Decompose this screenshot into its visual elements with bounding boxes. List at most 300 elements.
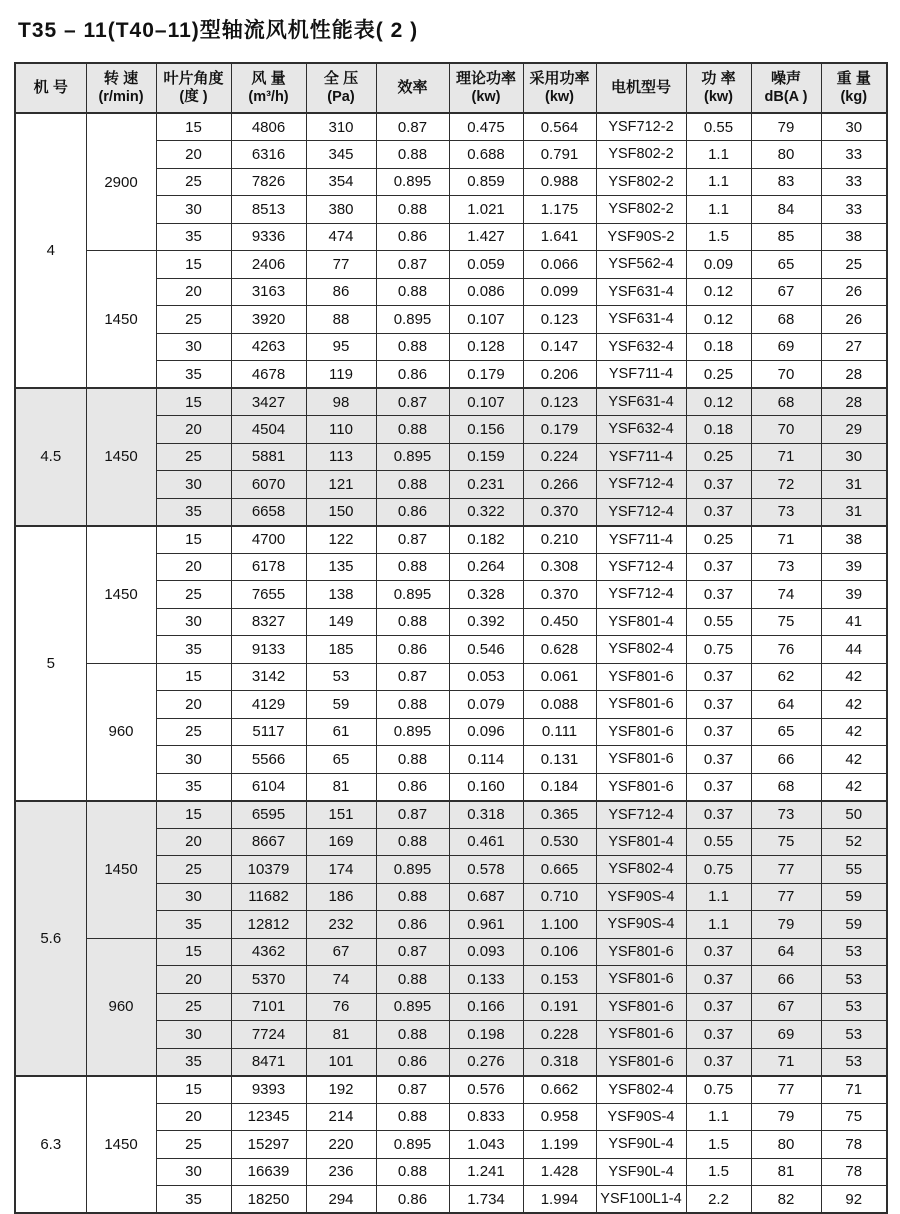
power-cell: 0.37 <box>686 691 751 719</box>
total-pressure-cell: 119 <box>306 361 376 389</box>
theoretical-power-cell: 0.107 <box>449 388 523 416</box>
efficiency-cell: 0.86 <box>376 1186 449 1214</box>
air-volume-cell: 7724 <box>231 1021 306 1049</box>
column-header-speed <box>86 63 156 113</box>
total-pressure-cell: 380 <box>306 196 376 224</box>
total-pressure-cell: 86 <box>306 278 376 306</box>
noise-cell: 71 <box>751 443 821 471</box>
weight-cell: 53 <box>821 1048 887 1076</box>
adopted-power-cell: 0.710 <box>523 883 596 911</box>
noise-cell: 79 <box>751 1103 821 1131</box>
weight-cell: 59 <box>821 883 887 911</box>
weight-cell: 52 <box>821 828 887 856</box>
total-pressure-cell: 214 <box>306 1103 376 1131</box>
weight-cell: 53 <box>821 938 887 966</box>
air-volume-cell: 5881 <box>231 443 306 471</box>
adopted-power-cell: 0.206 <box>523 361 596 389</box>
blade-angle-cell: 30 <box>156 608 231 636</box>
air-volume-cell: 4263 <box>231 333 306 361</box>
adopted-power-cell: 0.318 <box>523 1048 596 1076</box>
header-label: 转 速 <box>103 69 139 87</box>
table-row <box>15 388 887 416</box>
efficiency-cell: 0.895 <box>376 856 449 884</box>
fan-performance-table <box>14 62 888 1214</box>
air-volume-cell: 16639 <box>231 1158 306 1186</box>
blade-angle-cell: 15 <box>156 251 231 279</box>
efficiency-cell: 0.87 <box>376 251 449 279</box>
theoretical-power-cell: 0.322 <box>449 498 523 526</box>
efficiency-cell: 0.86 <box>376 498 449 526</box>
noise-cell: 77 <box>751 856 821 884</box>
motor-model-cell: YSF802-2 <box>596 196 686 224</box>
air-volume-cell: 3920 <box>231 306 306 334</box>
theoretical-power-cell: 0.392 <box>449 608 523 636</box>
total-pressure-cell: 220 <box>306 1131 376 1159</box>
adopted-power-cell: 0.061 <box>523 663 596 691</box>
header-row <box>15 63 887 113</box>
noise-cell: 74 <box>751 581 821 609</box>
weight-cell: 71 <box>821 1076 887 1104</box>
header-unit: (kg) <box>840 89 868 106</box>
speed-cell: 1450 <box>86 388 156 526</box>
air-volume-cell: 7101 <box>231 993 306 1021</box>
adopted-power-cell: 0.191 <box>523 993 596 1021</box>
air-volume-cell: 12345 <box>231 1103 306 1131</box>
power-cell: 0.12 <box>686 388 751 416</box>
efficiency-cell: 0.895 <box>376 1131 449 1159</box>
adopted-power-cell: 1.428 <box>523 1158 596 1186</box>
noise-cell: 65 <box>751 718 821 746</box>
noise-cell: 68 <box>751 306 821 334</box>
blade-angle-cell: 20 <box>156 691 231 719</box>
noise-cell: 67 <box>751 278 821 306</box>
adopted-power-cell: 0.228 <box>523 1021 596 1049</box>
weight-cell: 38 <box>821 223 887 251</box>
theoretical-power-cell: 0.133 <box>449 966 523 994</box>
speed-cell: 1450 <box>86 526 156 664</box>
blade-angle-cell: 30 <box>156 196 231 224</box>
power-cell: 0.37 <box>686 498 751 526</box>
header-unit: (度 ) <box>179 89 208 106</box>
noise-cell: 76 <box>751 636 821 664</box>
total-pressure-cell: 110 <box>306 416 376 444</box>
motor-model-cell: YSF90S-4 <box>596 883 686 911</box>
total-pressure-cell: 232 <box>306 911 376 939</box>
air-volume-cell: 12812 <box>231 911 306 939</box>
efficiency-cell: 0.87 <box>376 113 449 141</box>
blade-angle-cell: 35 <box>156 773 231 801</box>
column-header-motor-model <box>596 63 686 113</box>
noise-cell: 68 <box>751 388 821 416</box>
efficiency-cell: 0.87 <box>376 1076 449 1104</box>
blade-angle-cell: 30 <box>156 471 231 499</box>
adopted-power-cell: 0.088 <box>523 691 596 719</box>
power-cell: 1.1 <box>686 141 751 169</box>
total-pressure-cell: 81 <box>306 1021 376 1049</box>
adopted-power-cell: 0.266 <box>523 471 596 499</box>
header-unit: dB(A ) <box>764 89 808 106</box>
weight-cell: 28 <box>821 361 887 389</box>
adopted-power-cell: 0.370 <box>523 581 596 609</box>
air-volume-cell: 4806 <box>231 113 306 141</box>
total-pressure-cell: 59 <box>306 691 376 719</box>
total-pressure-cell: 354 <box>306 168 376 196</box>
power-cell: 0.37 <box>686 938 751 966</box>
weight-cell: 33 <box>821 141 887 169</box>
air-volume-cell: 9133 <box>231 636 306 664</box>
theoretical-power-cell: 0.160 <box>449 773 523 801</box>
adopted-power-cell: 0.099 <box>523 278 596 306</box>
noise-cell: 77 <box>751 1076 821 1104</box>
adopted-power-cell: 0.111 <box>523 718 596 746</box>
motor-model-cell: YSF712-2 <box>596 113 686 141</box>
power-cell: 0.37 <box>686 1021 751 1049</box>
weight-cell: 53 <box>821 1021 887 1049</box>
noise-cell: 65 <box>751 251 821 279</box>
column-header-blade-angle <box>156 63 231 113</box>
motor-model-cell: YSF631-4 <box>596 388 686 416</box>
total-pressure-cell: 113 <box>306 443 376 471</box>
efficiency-cell: 0.895 <box>376 718 449 746</box>
adopted-power-cell: 1.100 <box>523 911 596 939</box>
blade-angle-cell: 30 <box>156 1158 231 1186</box>
weight-cell: 30 <box>821 113 887 141</box>
power-cell: 0.55 <box>686 828 751 856</box>
theoretical-power-cell: 0.166 <box>449 993 523 1021</box>
header-label: 全 压 <box>323 69 359 87</box>
air-volume-cell: 4129 <box>231 691 306 719</box>
blade-angle-cell: 35 <box>156 911 231 939</box>
air-volume-cell: 9336 <box>231 223 306 251</box>
blade-angle-cell: 20 <box>156 553 231 581</box>
weight-cell: 53 <box>821 993 887 1021</box>
efficiency-cell: 0.895 <box>376 443 449 471</box>
blade-angle-cell: 25 <box>156 718 231 746</box>
power-cell: 0.37 <box>686 773 751 801</box>
theoretical-power-cell: 1.734 <box>449 1186 523 1214</box>
weight-cell: 42 <box>821 746 887 774</box>
efficiency-cell: 0.88 <box>376 333 449 361</box>
table-body <box>15 113 887 1213</box>
air-volume-cell: 4700 <box>231 526 306 554</box>
theoretical-power-cell: 0.264 <box>449 553 523 581</box>
air-volume-cell: 6658 <box>231 498 306 526</box>
theoretical-power-cell: 0.961 <box>449 911 523 939</box>
blade-angle-cell: 25 <box>156 581 231 609</box>
noise-cell: 79 <box>751 911 821 939</box>
efficiency-cell: 0.88 <box>376 746 449 774</box>
motor-model-cell: YSF711-4 <box>596 526 686 554</box>
blade-angle-cell: 20 <box>156 278 231 306</box>
blade-angle-cell: 35 <box>156 223 231 251</box>
power-cell: 0.12 <box>686 278 751 306</box>
motor-model-cell: YSF801-6 <box>596 718 686 746</box>
noise-cell: 69 <box>751 1021 821 1049</box>
motor-model-cell: YSF801-6 <box>596 938 686 966</box>
power-cell: 0.37 <box>686 966 751 994</box>
header-unit: (kw) <box>471 89 501 106</box>
column-header-total-pressure <box>306 63 376 113</box>
motor-model-cell: YSF801-6 <box>596 966 686 994</box>
efficiency-cell: 0.88 <box>376 1158 449 1186</box>
theoretical-power-cell: 0.231 <box>449 471 523 499</box>
theoretical-power-cell: 0.578 <box>449 856 523 884</box>
power-cell: 0.37 <box>686 663 751 691</box>
theoretical-power-cell: 0.198 <box>449 1021 523 1049</box>
total-pressure-cell: 310 <box>306 113 376 141</box>
noise-cell: 64 <box>751 691 821 719</box>
header-unit: (Pa) <box>327 89 355 106</box>
total-pressure-cell: 121 <box>306 471 376 499</box>
air-volume-cell: 6104 <box>231 773 306 801</box>
noise-cell: 73 <box>751 801 821 829</box>
total-pressure-cell: 138 <box>306 581 376 609</box>
power-cell: 0.37 <box>686 801 751 829</box>
header-label: 重 量 <box>836 69 871 87</box>
blade-angle-cell: 15 <box>156 113 231 141</box>
power-cell: 1.5 <box>686 1158 751 1186</box>
blade-angle-cell: 30 <box>156 333 231 361</box>
total-pressure-cell: 74 <box>306 966 376 994</box>
efficiency-cell: 0.86 <box>376 1048 449 1076</box>
motor-model-cell: YSF801-6 <box>596 773 686 801</box>
speed-cell: 1450 <box>86 801 156 939</box>
total-pressure-cell: 150 <box>306 498 376 526</box>
weight-cell: 27 <box>821 333 887 361</box>
adopted-power-cell: 1.199 <box>523 1131 596 1159</box>
efficiency-cell: 0.88 <box>376 883 449 911</box>
column-header-efficiency <box>376 63 449 113</box>
power-cell: 1.1 <box>686 911 751 939</box>
weight-cell: 28 <box>821 388 887 416</box>
theoretical-power-cell: 1.043 <box>449 1131 523 1159</box>
weight-cell: 78 <box>821 1131 887 1159</box>
air-volume-cell: 5117 <box>231 718 306 746</box>
air-volume-cell: 15297 <box>231 1131 306 1159</box>
motor-model-cell: YSF802-2 <box>596 141 686 169</box>
air-volume-cell: 9393 <box>231 1076 306 1104</box>
total-pressure-cell: 192 <box>306 1076 376 1104</box>
air-volume-cell: 8327 <box>231 608 306 636</box>
blade-angle-cell: 25 <box>156 1131 231 1159</box>
air-volume-cell: 18250 <box>231 1186 306 1214</box>
table-row <box>15 938 887 966</box>
power-cell: 0.25 <box>686 526 751 554</box>
efficiency-cell: 0.87 <box>376 526 449 554</box>
theoretical-power-cell: 0.156 <box>449 416 523 444</box>
adopted-power-cell: 0.988 <box>523 168 596 196</box>
blade-angle-cell: 35 <box>156 498 231 526</box>
motor-model-cell: YSF712-4 <box>596 581 686 609</box>
efficiency-cell: 0.86 <box>376 636 449 664</box>
theoretical-power-cell: 0.182 <box>449 526 523 554</box>
air-volume-cell: 10379 <box>231 856 306 884</box>
blade-angle-cell: 25 <box>156 856 231 884</box>
total-pressure-cell: 151 <box>306 801 376 829</box>
total-pressure-cell: 169 <box>306 828 376 856</box>
theoretical-power-cell: 0.546 <box>449 636 523 664</box>
efficiency-cell: 0.895 <box>376 581 449 609</box>
blade-angle-cell: 15 <box>156 1076 231 1104</box>
noise-cell: 73 <box>751 498 821 526</box>
efficiency-cell: 0.88 <box>376 966 449 994</box>
theoretical-power-cell: 0.114 <box>449 746 523 774</box>
total-pressure-cell: 77 <box>306 251 376 279</box>
theoretical-power-cell: 0.687 <box>449 883 523 911</box>
efficiency-cell: 0.88 <box>376 553 449 581</box>
adopted-power-cell: 0.530 <box>523 828 596 856</box>
adopted-power-cell: 0.123 <box>523 306 596 334</box>
weight-cell: 26 <box>821 306 887 334</box>
noise-cell: 71 <box>751 1048 821 1076</box>
air-volume-cell: 4678 <box>231 361 306 389</box>
theoretical-power-cell: 0.179 <box>449 361 523 389</box>
table-row <box>15 663 887 691</box>
power-cell: 0.37 <box>686 581 751 609</box>
header-label: 机 号 <box>33 78 68 96</box>
motor-model-cell: YSF632-4 <box>596 416 686 444</box>
theoretical-power-cell: 0.159 <box>449 443 523 471</box>
theoretical-power-cell: 0.093 <box>449 938 523 966</box>
motor-model-cell: YSF90L-4 <box>596 1131 686 1159</box>
air-volume-cell: 6595 <box>231 801 306 829</box>
blade-angle-cell: 30 <box>156 746 231 774</box>
table-row <box>15 526 887 554</box>
noise-cell: 85 <box>751 223 821 251</box>
theoretical-power-cell: 0.107 <box>449 306 523 334</box>
total-pressure-cell: 65 <box>306 746 376 774</box>
blade-angle-cell: 35 <box>156 636 231 664</box>
noise-cell: 66 <box>751 746 821 774</box>
adopted-power-cell: 0.564 <box>523 113 596 141</box>
speed-cell: 1450 <box>86 1076 156 1214</box>
table-row <box>15 251 887 279</box>
theoretical-power-cell: 0.128 <box>449 333 523 361</box>
adopted-power-cell: 1.994 <box>523 1186 596 1214</box>
weight-cell: 59 <box>821 911 887 939</box>
adopted-power-cell: 0.370 <box>523 498 596 526</box>
speed-cell: 960 <box>86 663 156 801</box>
efficiency-cell: 0.88 <box>376 1021 449 1049</box>
efficiency-cell: 0.87 <box>376 663 449 691</box>
weight-cell: 25 <box>821 251 887 279</box>
total-pressure-cell: 53 <box>306 663 376 691</box>
theoretical-power-cell: 1.427 <box>449 223 523 251</box>
weight-cell: 42 <box>821 718 887 746</box>
power-cell: 0.18 <box>686 333 751 361</box>
weight-cell: 92 <box>821 1186 887 1214</box>
weight-cell: 29 <box>821 416 887 444</box>
motor-model-cell: YSF801-6 <box>596 691 686 719</box>
noise-cell: 81 <box>751 1158 821 1186</box>
total-pressure-cell: 61 <box>306 718 376 746</box>
power-cell: 0.37 <box>686 746 751 774</box>
adopted-power-cell: 0.365 <box>523 801 596 829</box>
noise-cell: 83 <box>751 168 821 196</box>
total-pressure-cell: 81 <box>306 773 376 801</box>
adopted-power-cell: 1.175 <box>523 196 596 224</box>
air-volume-cell: 6316 <box>231 141 306 169</box>
weight-cell: 41 <box>821 608 887 636</box>
noise-cell: 70 <box>751 416 821 444</box>
total-pressure-cell: 236 <box>306 1158 376 1186</box>
motor-model-cell: YSF801-4 <box>596 828 686 856</box>
noise-cell: 68 <box>751 773 821 801</box>
fan-model-cell: 5.6 <box>15 801 86 1076</box>
column-header-noise <box>751 63 821 113</box>
total-pressure-cell: 135 <box>306 553 376 581</box>
blade-angle-cell: 25 <box>156 306 231 334</box>
blade-angle-cell: 20 <box>156 141 231 169</box>
total-pressure-cell: 174 <box>306 856 376 884</box>
column-header-power <box>686 63 751 113</box>
header-unit: (r/min) <box>98 89 144 106</box>
weight-cell: 39 <box>821 581 887 609</box>
efficiency-cell: 0.88 <box>376 1103 449 1131</box>
adopted-power-cell: 0.153 <box>523 966 596 994</box>
motor-model-cell: YSF631-4 <box>596 306 686 334</box>
weight-cell: 33 <box>821 168 887 196</box>
efficiency-cell: 0.895 <box>376 993 449 1021</box>
weight-cell: 55 <box>821 856 887 884</box>
efficiency-cell: 0.895 <box>376 306 449 334</box>
efficiency-cell: 0.87 <box>376 938 449 966</box>
theoretical-power-cell: 0.276 <box>449 1048 523 1076</box>
adopted-power-cell: 0.131 <box>523 746 596 774</box>
efficiency-cell: 0.86 <box>376 361 449 389</box>
power-cell: 0.09 <box>686 251 751 279</box>
blade-angle-cell: 25 <box>156 443 231 471</box>
weight-cell: 42 <box>821 691 887 719</box>
efficiency-cell: 0.86 <box>376 911 449 939</box>
blade-angle-cell: 20 <box>156 966 231 994</box>
air-volume-cell: 6070 <box>231 471 306 499</box>
noise-cell: 69 <box>751 333 821 361</box>
adopted-power-cell: 0.450 <box>523 608 596 636</box>
adopted-power-cell: 0.665 <box>523 856 596 884</box>
power-cell: 0.37 <box>686 718 751 746</box>
weight-cell: 38 <box>821 526 887 554</box>
blade-angle-cell: 35 <box>156 361 231 389</box>
table-row <box>15 113 887 141</box>
adopted-power-cell: 0.123 <box>523 388 596 416</box>
power-cell: 0.37 <box>686 471 751 499</box>
blade-angle-cell: 15 <box>156 801 231 829</box>
header-label: 采用功率 <box>529 69 590 87</box>
adopted-power-cell: 1.641 <box>523 223 596 251</box>
efficiency-cell: 0.88 <box>376 828 449 856</box>
power-cell: 0.25 <box>686 361 751 389</box>
theoretical-power-cell: 0.688 <box>449 141 523 169</box>
motor-model-cell: YSF802-4 <box>596 856 686 884</box>
noise-cell: 73 <box>751 553 821 581</box>
total-pressure-cell: 294 <box>306 1186 376 1214</box>
motor-model-cell: YSF90S-4 <box>596 911 686 939</box>
weight-cell: 33 <box>821 196 887 224</box>
noise-cell: 80 <box>751 1131 821 1159</box>
efficiency-cell: 0.87 <box>376 801 449 829</box>
table-row <box>15 1076 887 1104</box>
weight-cell: 42 <box>821 773 887 801</box>
theoretical-power-cell: 0.859 <box>449 168 523 196</box>
theoretical-power-cell: 0.576 <box>449 1076 523 1104</box>
header-label: 噪声 <box>770 69 801 87</box>
motor-model-cell: YSF801-6 <box>596 1048 686 1076</box>
air-volume-cell: 3163 <box>231 278 306 306</box>
motor-model-cell: YSF90S-4 <box>596 1103 686 1131</box>
theoretical-power-cell: 1.241 <box>449 1158 523 1186</box>
noise-cell: 71 <box>751 526 821 554</box>
